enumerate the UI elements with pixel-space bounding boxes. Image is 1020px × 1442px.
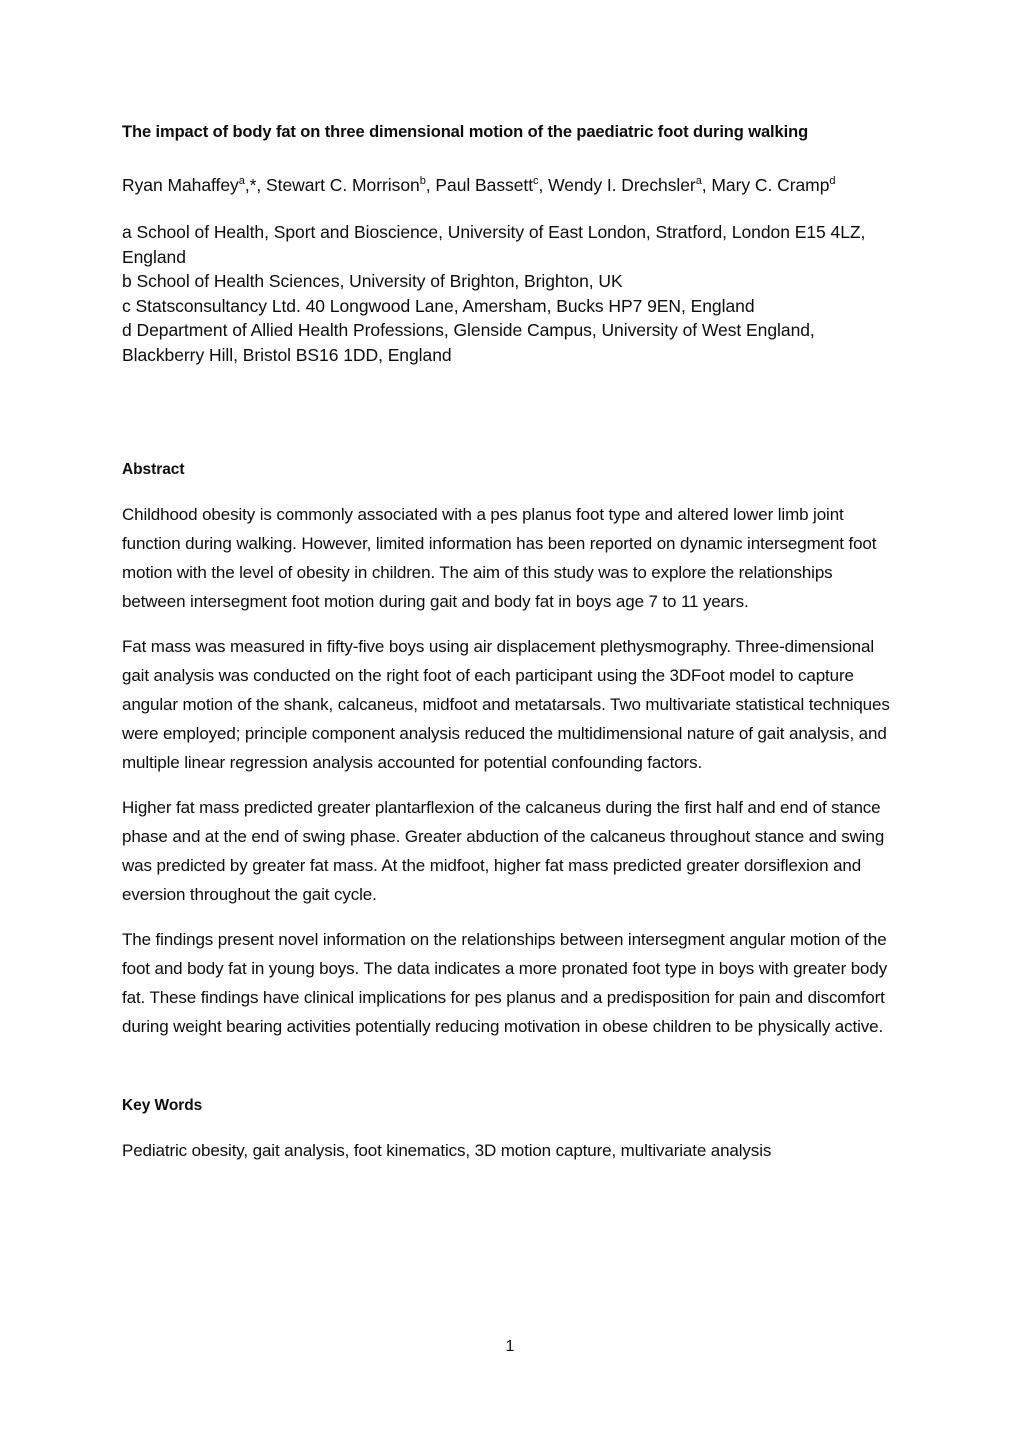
abstract-paragraph-3: Higher fat mass predicted greater plantarflexion of the calcaneus during the first half and end of stance phase and at the end of swing phase. Greater abduction of the calcaneus throughout stance and swing was predicted by greater fat mass. At the midfoot, higher fat mass predicted greater dorsiflexion and eversion throughout the gait cycle. — [122, 798, 885, 904]
author-list — [122, 147, 894, 200]
author-affiliation-marker-3: c — [533, 175, 539, 188]
abstract-paragraph-1: Childhood obesity is commonly associated with a pes planus foot type and altered lower limb joint function during walking. However, limited information has been reported on dynamic intersegment foot motion with the level of obesity in children. The aim of this study was to explore the relationships between intersegment foot motion during gait and body fat in boys age 7 to 11 years. — [122, 505, 877, 611]
abstract-heading: Abstract — [122, 461, 185, 478]
abstract-paragraph-4: The findings present novel information on the relationships between intersegment angular motion of the foot and body fat in young boys. The data indicates a more pronated foot type in boys with greater body fat. These findings have clinical implications for pes planus and a predisposition for pain and discomfort during weight bearing activities potentially reducing motivation in obese children to be physically active. — [122, 930, 888, 1036]
affiliation-a: a School of Health, Sport and Bioscience, University of East London, Stratford, London E15 4LZ, England — [122, 222, 866, 267]
page-title: The impact of body fat on three dimensional motion of the paediatric foot during walking — [122, 123, 809, 141]
author-affiliation-marker-4: a — [695, 175, 702, 188]
author-segment-1: Ryan Mahaffey — [122, 175, 239, 195]
author-segment-5: , Mary C. Cramp — [701, 175, 830, 195]
affiliation-c: c Statsconsultancy Ltd. 40 Longwood Lane, Amersham, Bucks HP7 9EN, England — [122, 295, 755, 316]
author-affiliation-marker-2: b — [419, 175, 426, 188]
page-number: 1 — [505, 1338, 515, 1355]
affiliation-list — [122, 200, 894, 367]
author-segment-4: , Wendy I. Drechsler — [538, 175, 696, 195]
author-affiliation-marker-5: d — [829, 175, 836, 188]
author-segment-3: , Paul Bassett — [425, 175, 534, 195]
author-affiliation-marker-1: a — [238, 175, 245, 188]
abstract-paragraph-2: Fat mass was measured in fifty-five boys using air displacement plethysmography. Three-dimensional gait analysis was conducted on the right foot of each participant using the 3DFoot model to capture angular motion of the shank, calcaneus, midfoot and metatarsals. Two multivariate statistical techniques were employed; principle component analysis reduced the multidimensional nature of gait analysis, and multiple linear regression analysis accounted for potential confounding factors. — [122, 637, 890, 772]
author-segment-2: ,*, Stewart C. Morrison — [244, 175, 420, 195]
affiliation-b: b School of Health Sciences, University of Brighton, Brighton, UK — [122, 271, 623, 291]
document-content — [122, 118, 894, 1165]
keywords-heading: Key Words — [122, 1097, 203, 1114]
affiliation-d: d Department of Allied Health Professions, Glenside Campus, University of West England, Blackberry Hill, Bristol BS16 1DD, England — [122, 320, 815, 365]
keywords-text: Pediatric obesity, gait analysis, foot kinematics, 3D motion capture, multivariate analysis — [122, 1141, 772, 1160]
